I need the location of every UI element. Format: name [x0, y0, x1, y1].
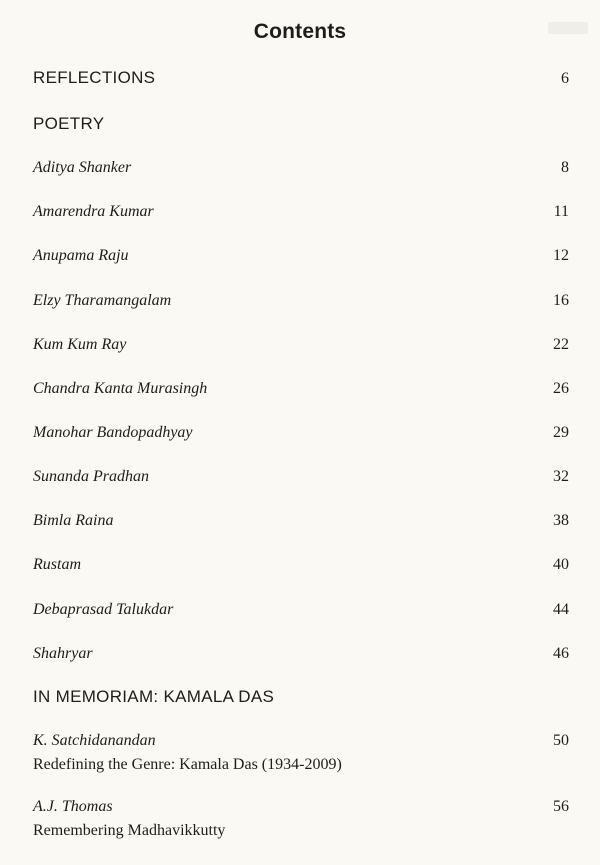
- poet-page-number: 16: [553, 292, 569, 309]
- poet-page-number: 12: [553, 247, 569, 264]
- poet-page-number: 22: [553, 336, 569, 353]
- memoriam-author: A.J. Thomas: [33, 798, 113, 815]
- poet-page-number: 44: [553, 601, 569, 618]
- memoriam-essay-title: Redefining the Genre: Kamala Das (1934-2009): [33, 756, 342, 773]
- poet-name: Bimla Raina: [33, 512, 114, 529]
- memoriam-page-number: 56: [553, 798, 569, 815]
- poet-name: Aditya Shanker: [33, 159, 132, 176]
- poet-page-number: 11: [553, 203, 569, 220]
- poet-name: Rustam: [33, 556, 81, 573]
- poet-name: Debaprasad Talukdar: [33, 601, 174, 618]
- poet-name: Anupama Raju: [33, 247, 129, 264]
- poet-page-number: 32: [553, 468, 569, 485]
- memoriam-page-number: 50: [553, 732, 569, 749]
- poet-name: Amarendra Kumar: [33, 203, 154, 220]
- poet-page-number: 8: [561, 159, 569, 176]
- page-number-reflections: 6: [561, 70, 569, 87]
- memoriam-essay-title: Remembering Madhavikkutty: [33, 822, 226, 839]
- section-poetry: POETRY: [33, 114, 105, 133]
- poet-name: Kum Kum Ray: [33, 336, 127, 353]
- poet-name: Elzy Tharamangalam: [33, 292, 172, 309]
- poet-name: Manohar Bandopadhyay: [33, 424, 193, 441]
- poet-name: Chandra Kanta Murasingh: [33, 380, 208, 397]
- section-reflections: REFLECTIONS: [33, 68, 156, 87]
- poet-name: Shahryar: [33, 645, 93, 662]
- poet-name: Sunanda Pradhan: [33, 468, 149, 485]
- poet-page-number: 38: [553, 512, 569, 529]
- section-in-memoriam: IN MEMORIAM: KAMALA DAS: [33, 687, 275, 706]
- poet-page-number: 40: [553, 556, 569, 573]
- poet-page-number: 26: [553, 380, 569, 397]
- poet-page-number: 46: [553, 645, 569, 662]
- page-title: Contents: [253, 20, 347, 43]
- memoriam-author: K. Satchidanandan: [33, 732, 156, 749]
- poet-page-number: 29: [553, 424, 569, 441]
